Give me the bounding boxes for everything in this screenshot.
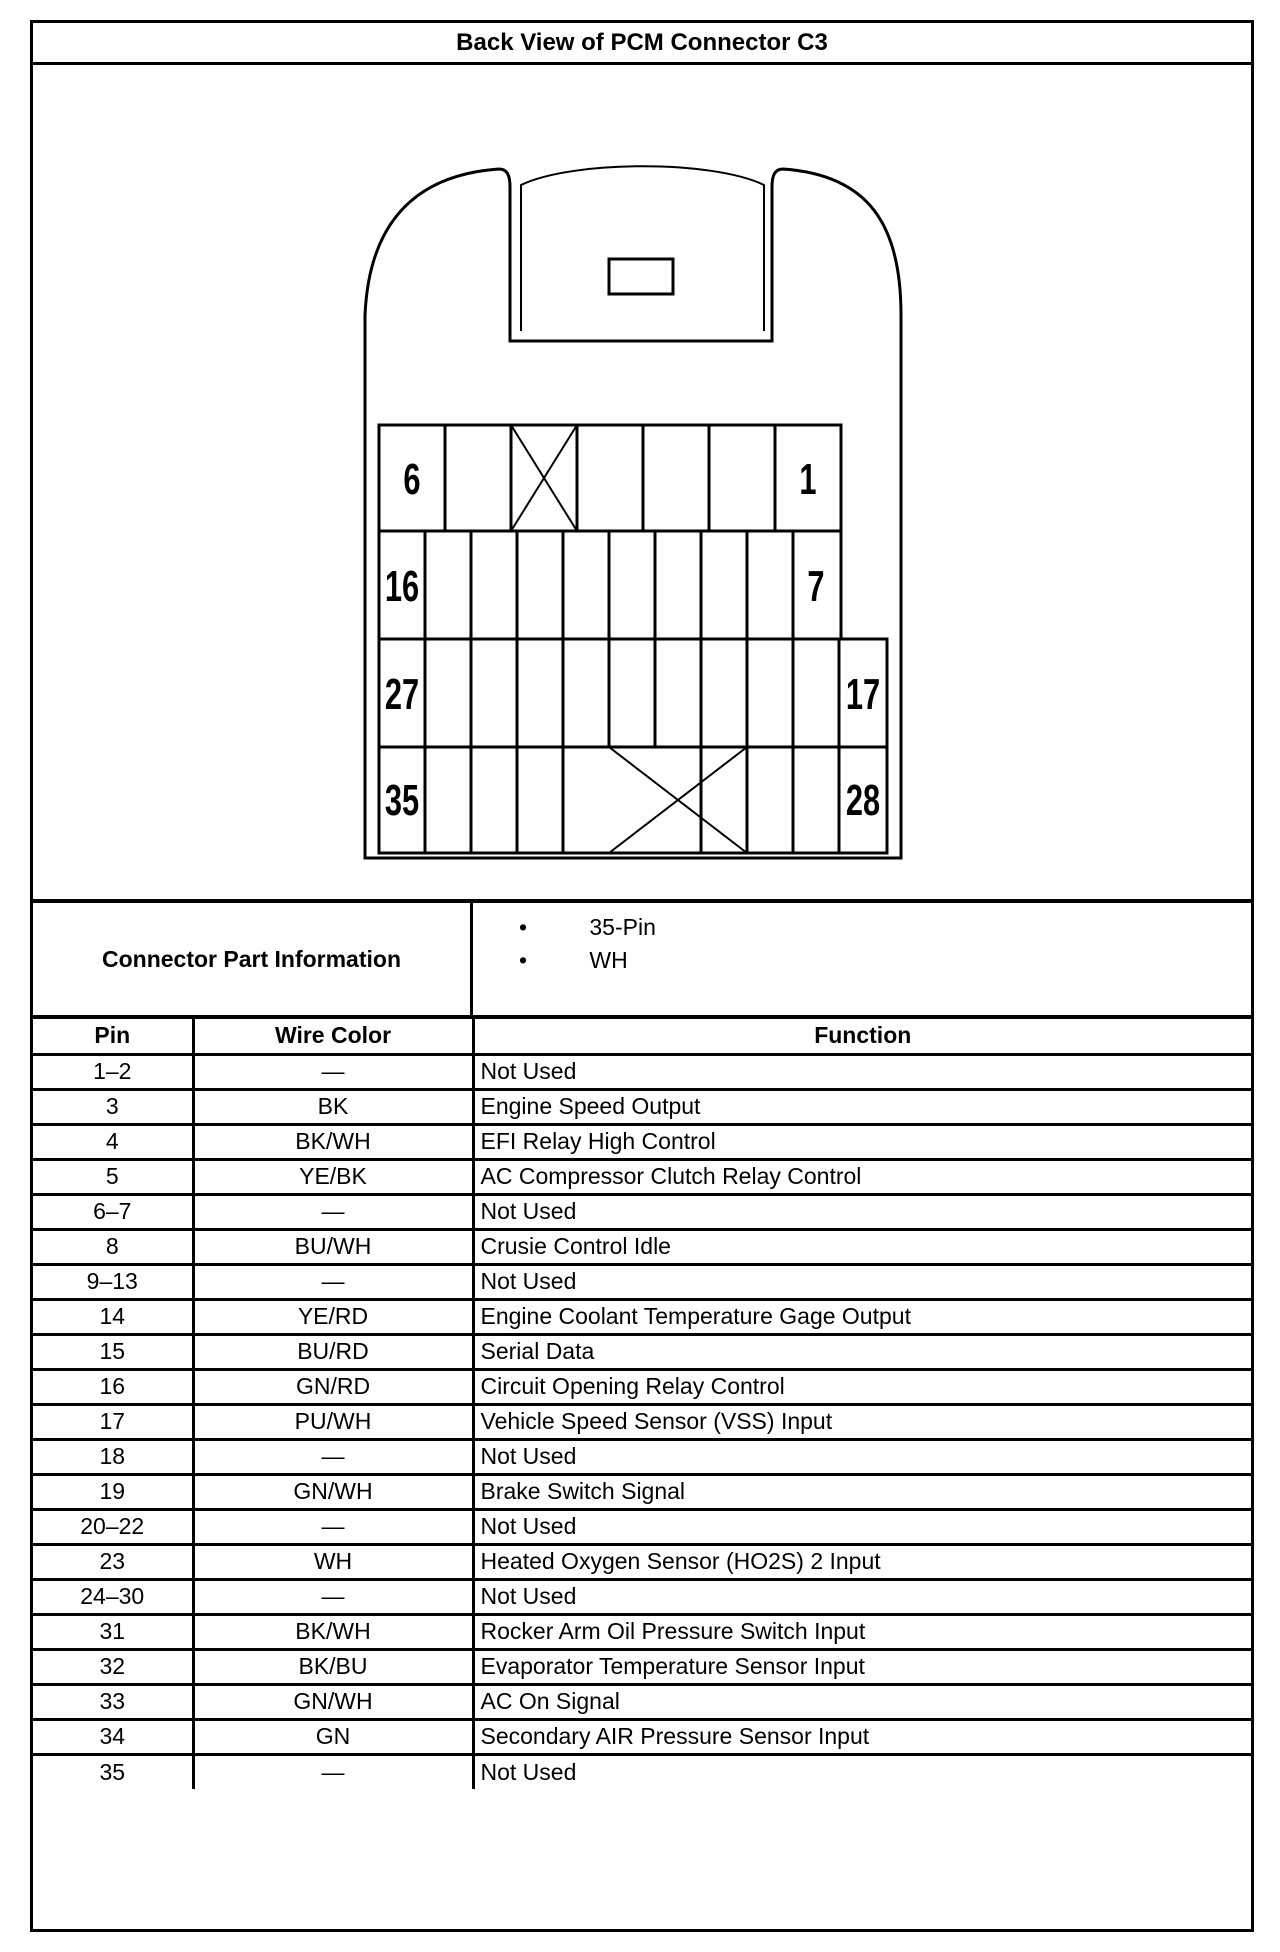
header-function: Function [473, 1019, 1251, 1054]
table-row [33, 1439, 1251, 1474]
pin-label-7: 7 [807, 562, 825, 612]
pin-cell: 16 [33, 1369, 193, 1404]
table-row [33, 1579, 1251, 1614]
pin-table [33, 1019, 1251, 1789]
wire-color-cell: BU/WH [193, 1229, 473, 1264]
function-cell: EFI Relay High Control [473, 1124, 1251, 1159]
pin-cell: 18 [33, 1439, 193, 1474]
function-cell: Brake Switch Signal [473, 1474, 1251, 1509]
pin-cell: 23 [33, 1544, 193, 1579]
table-row [33, 1334, 1251, 1369]
wire-color-cell: BU/RD [193, 1334, 473, 1369]
table-row [33, 1614, 1251, 1649]
pin-cell: 31 [33, 1614, 193, 1649]
pin-cell: 5 [33, 1159, 193, 1194]
wire-color-cell: GN [193, 1719, 473, 1754]
part-info-color: WH [589, 947, 628, 973]
table-row [33, 1369, 1251, 1404]
pin-label-1: 1 [799, 455, 817, 505]
cavity-row-4 [379, 747, 887, 853]
wire-color-cell: BK/BU [193, 1649, 473, 1684]
part-info-list [473, 911, 656, 977]
wire-color-cell: YE/BK [193, 1159, 473, 1194]
pin-cell: 8 [33, 1229, 193, 1264]
pin-cell: 24–30 [33, 1579, 193, 1614]
wire-color-cell: GN/RD [193, 1369, 473, 1404]
connector-sheet [30, 20, 1254, 1932]
function-cell: Circuit Opening Relay Control [473, 1369, 1251, 1404]
wire-color-cell: — [193, 1509, 473, 1544]
wire-color-cell: BK/WH [193, 1124, 473, 1159]
part-info-pin-count: 35-Pin [589, 914, 656, 940]
pin-label-6: 6 [403, 455, 421, 505]
table-row [33, 1264, 1251, 1299]
connector-drawing [33, 65, 1251, 899]
table-row [33, 1404, 1251, 1439]
function-cell: Evaporator Temperature Sensor Input [473, 1649, 1251, 1684]
function-cell: Not Used [473, 1054, 1251, 1089]
function-cell: Rocker Arm Oil Pressure Switch Input [473, 1614, 1251, 1649]
table-header-row [33, 1019, 1251, 1054]
pin-cell: 4 [33, 1124, 193, 1159]
table-row [33, 1299, 1251, 1334]
header-pin: Pin [33, 1019, 193, 1054]
connector-diagram [33, 65, 1251, 903]
wire-color-cell: YE/RD [193, 1299, 473, 1334]
table-row [33, 1649, 1251, 1684]
pin-cell: 15 [33, 1334, 193, 1369]
pin-cell: 34 [33, 1719, 193, 1754]
pin-label-16: 16 [384, 562, 420, 612]
wire-color-cell: — [193, 1194, 473, 1229]
wire-color-cell: WH [193, 1544, 473, 1579]
table-row [33, 1159, 1251, 1194]
function-cell: Secondary AIR Pressure Sensor Input [473, 1719, 1251, 1754]
part-info-item [473, 911, 656, 944]
table-row [33, 1474, 1251, 1509]
bullet-icon: • [518, 947, 528, 973]
wire-color-cell: BK/WH [193, 1614, 473, 1649]
pin-cell: 33 [33, 1684, 193, 1719]
wire-color-cell: — [193, 1439, 473, 1474]
function-cell: Not Used [473, 1579, 1251, 1614]
function-cell: Vehicle Speed Sensor (VSS) Input [473, 1404, 1251, 1439]
part-info-label: Connector Part Information [33, 903, 473, 1015]
pin-cell: 35 [33, 1754, 193, 1789]
table-row [33, 1229, 1251, 1264]
plugged-cavity-row-1 [511, 425, 577, 531]
wire-color-cell: — [193, 1579, 473, 1614]
pin-cell: 1–2 [33, 1054, 193, 1089]
table-row [33, 1054, 1251, 1089]
table-row [33, 1684, 1251, 1719]
pin-cell: 19 [33, 1474, 193, 1509]
pin-label-17: 17 [845, 670, 881, 720]
table-row [33, 1544, 1251, 1579]
function-cell: AC On Signal [473, 1684, 1251, 1719]
pin-cell: 6–7 [33, 1194, 193, 1229]
function-cell: Not Used [473, 1754, 1251, 1789]
function-cell: Not Used [473, 1509, 1251, 1544]
cavity-row-3 [379, 639, 887, 747]
row-2-dividers [425, 531, 793, 639]
wire-color-cell: GN/WH [193, 1684, 473, 1719]
wire-color-cell: GN/WH [193, 1474, 473, 1509]
pin-cell: 3 [33, 1089, 193, 1124]
header-wire-color: Wire Color [193, 1019, 473, 1054]
pin-label-28: 28 [845, 776, 881, 826]
wire-color-cell: — [193, 1754, 473, 1789]
cavity-row-1 [379, 425, 841, 531]
table-row [33, 1754, 1251, 1789]
pin-cell: 9–13 [33, 1264, 193, 1299]
part-info-item [473, 944, 656, 977]
row-3-dividers [425, 639, 839, 747]
row-4-dividers [425, 747, 839, 853]
pin-cell: 17 [33, 1404, 193, 1439]
function-cell: Not Used [473, 1439, 1251, 1474]
function-cell: Engine Coolant Temperature Gage Output [473, 1299, 1251, 1334]
table-row [33, 1124, 1251, 1159]
function-cell: Crusie Control Idle [473, 1229, 1251, 1264]
pin-cell: 20–22 [33, 1509, 193, 1544]
pin-label-35: 35 [384, 776, 420, 826]
table-row [33, 1719, 1251, 1754]
pin-cell: 32 [33, 1649, 193, 1684]
lock-slot [609, 259, 673, 294]
plugged-cavity-row-4 [609, 747, 747, 853]
wire-color-cell: PU/WH [193, 1404, 473, 1439]
function-cell: Not Used [473, 1264, 1251, 1299]
row-1-dividers [445, 425, 775, 531]
bullet-icon: • [518, 914, 528, 940]
table-row [33, 1194, 1251, 1229]
pin-table-body [33, 1054, 1251, 1789]
pin-cell: 14 [33, 1299, 193, 1334]
page-title: Back View of PCM Connector C3 [33, 23, 1251, 65]
function-cell: Heated Oxygen Sensor (HO2S) 2 Input [473, 1544, 1251, 1579]
function-cell: Serial Data [473, 1334, 1251, 1369]
wire-color-cell: BK [193, 1089, 473, 1124]
table-row [33, 1089, 1251, 1124]
wire-color-cell: — [193, 1264, 473, 1299]
function-cell: Engine Speed Output [473, 1089, 1251, 1124]
pin-label-27: 27 [384, 670, 420, 720]
connector-part-info [33, 903, 1251, 1019]
wire-color-cell: — [193, 1054, 473, 1089]
function-cell: Not Used [473, 1194, 1251, 1229]
lock-tab [521, 166, 764, 331]
function-cell: AC Compressor Clutch Relay Control [473, 1159, 1251, 1194]
table-row [33, 1509, 1251, 1544]
